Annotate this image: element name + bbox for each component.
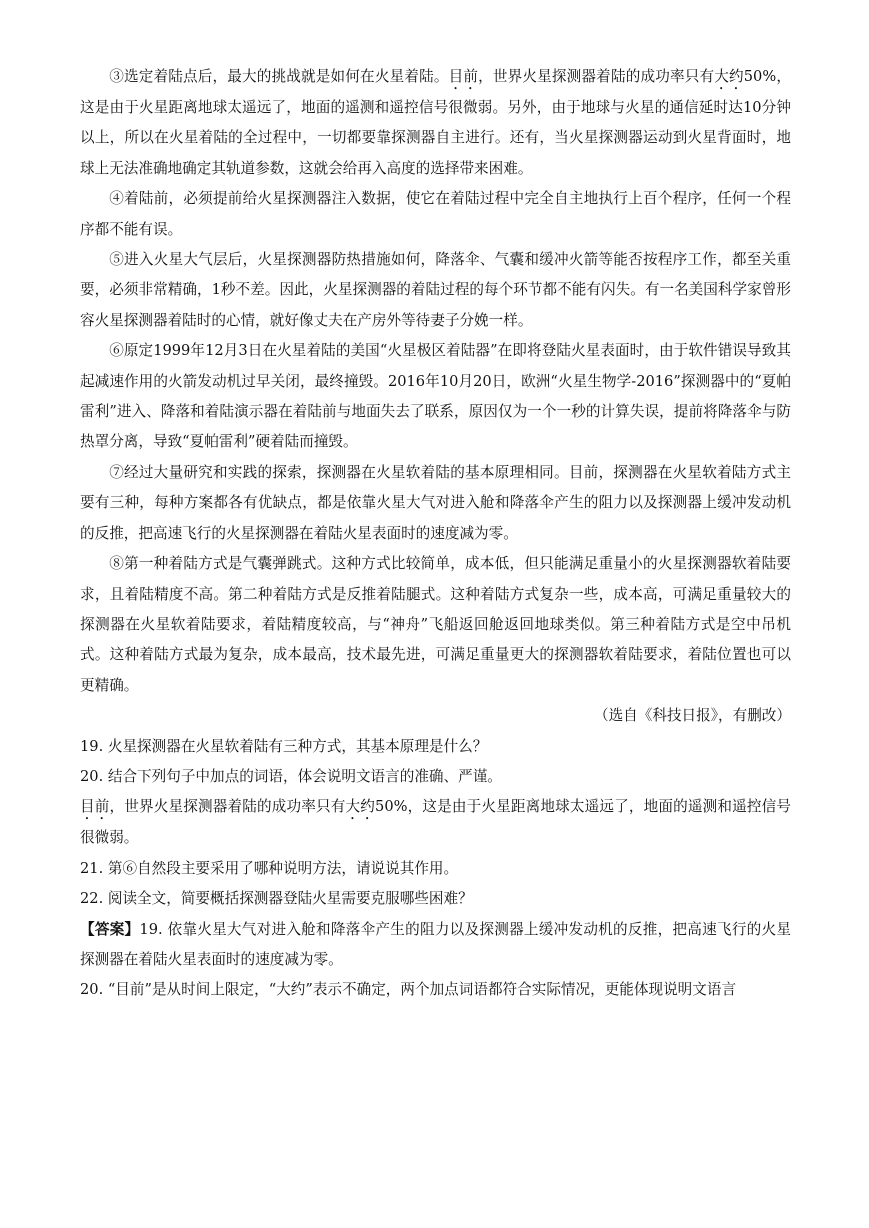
paragraph-6: ⑥原定1999年12月3日在火星着陆的美国“火星极区着陆器”在即将登陆火星表面时，由于软件错误导致其起减速作用的火箭发动机过早关闭，最终撞毁。2016年10月20日，欧洲“火星生物学-2016”探测器中的“夏帕雷利”进入、降落和着陆演示器在着陆前与地面失去了联系，原因仅为一个一秒的计算失误，提前将降落伞与防热罩分离，导致“夏帕雷利”硬着陆而撞毁。 — [80, 342, 791, 451]
quote-mid: ，世界火星探测器着陆的成功率只有 — [109, 798, 346, 816]
quote-emphasis-mu-qian: 目前 — [80, 798, 110, 816]
quote-emphasis-da-yue: 大约 — [345, 798, 376, 816]
answer-label: 【答案】 — [80, 920, 140, 938]
paragraph-4: ④着陆前，必须提前给火星探测器注入数据，使它在着陆过程中完全自主地执行上百个程序，任何一个程序都不能有误。 — [80, 190, 791, 238]
question-20: 20. 结合下列句子中加点的词语，体会说明文语言的准确、严谨。 — [80, 767, 502, 785]
paragraph-3-after: 50%，这是由于火星距离地球太遥远了，地面的遥测和遥控信号很微弱。另外，由于地球与火星的通信延时达10分钟以上，所以在火星着陆的全过程中，一切都要靠探测器自主进行。还有，当火星探测器运动到火星背面时，地球上无法准确地确定其轨道参数，这就会给再入高度的选择带来困难。 — [80, 68, 791, 177]
quote-after: 50%，这是由于火星距离地球太遥远了，地面的遥测和遥控信号很微弱。 — [80, 798, 791, 847]
source-citation: （选自《科技日报》，有删改） — [593, 707, 791, 725]
answer-19 — [80, 915, 791, 976]
document-page — [80, 62, 791, 1006]
emphasis-word-mu-qian: 目前 — [448, 68, 479, 85]
paragraph-3 — [80, 62, 791, 184]
paragraph-3-before: ③选定着陆点后，最大的挑战就是如何在火星着陆。 — [109, 68, 449, 85]
answer-19-text: 19. 依靠火星大气对进入舱和降落伞产生的阻力以及探测器上缓冲发动机的反推，把高速飞行的火星探测器在着陆火星表面时的速度减为零。 — [80, 920, 791, 968]
question-19: 19. 火星探测器在火星软着陆有三种方式，其基本原理是什么？ — [80, 737, 488, 755]
paragraph-7: ⑦经过大量研究和实践的探索，探测器在火星软着陆的基本原理相同。目前，探测器在火星软着陆方式主要有三种，每种方案都各有优缺点，都是依靠火星大气对进入舱和降落伞产生的阻力以及探测器上缓冲发动机的反推，把高速飞行的火星探测器在着陆火星表面时的速度减为零。 — [80, 463, 791, 542]
answer-20: 20. “目前”是从时间上限定，“大约”表示不确定，两个加点词语都符合实际情况，更能体现说明文语言 — [80, 981, 737, 999]
question-22: 22. 阅读全文，简要概括探测器登陆火星需要克服哪些困难？ — [80, 890, 473, 908]
question-21: 21. 第⑥自然段主要采用了哪种说明方法，请说说其作用。 — [80, 859, 459, 877]
paragraph-3-mid: ，世界火星探测器着陆的成功率只有 — [478, 68, 715, 85]
question-20-quote — [80, 792, 791, 853]
paragraph-5: ⑤进入火星大气层后，火星探测器防热措施如何，降落伞、气囊和缓冲火箭等能否按程序工作，都至关重要，必须非常精确，1秒不差。因此，火星探测器的着陆过程的每个环节都不能有闪失。有一名美国科学家曾形容火星探测器着陆时的心情，就好像丈夫在产房外等待妻子分娩一样。 — [80, 251, 791, 329]
paragraph-8: ⑧第一种着陆方式是气囊弹跳式。这种方式比较简单，成本低，但只能满足重量小的火星探测器软着陆要求，且着陆精度不高。第二种着陆方式是反推着陆腿式。这种着陆方式复杂一些，成本高，可满足重量较大的探测器在火星软着陆要求，着陆精度较高，与“神舟”飞船返回舱返回地球类似。第三种着陆方式是空中吊机式。这种着陆方式最为复杂，成本最高，技术最先进，可满足重量更大的探测器软着陆要求，着陆位置也可以更精确。 — [80, 555, 791, 694]
emphasis-word-da-yue: 大约 — [714, 68, 744, 85]
